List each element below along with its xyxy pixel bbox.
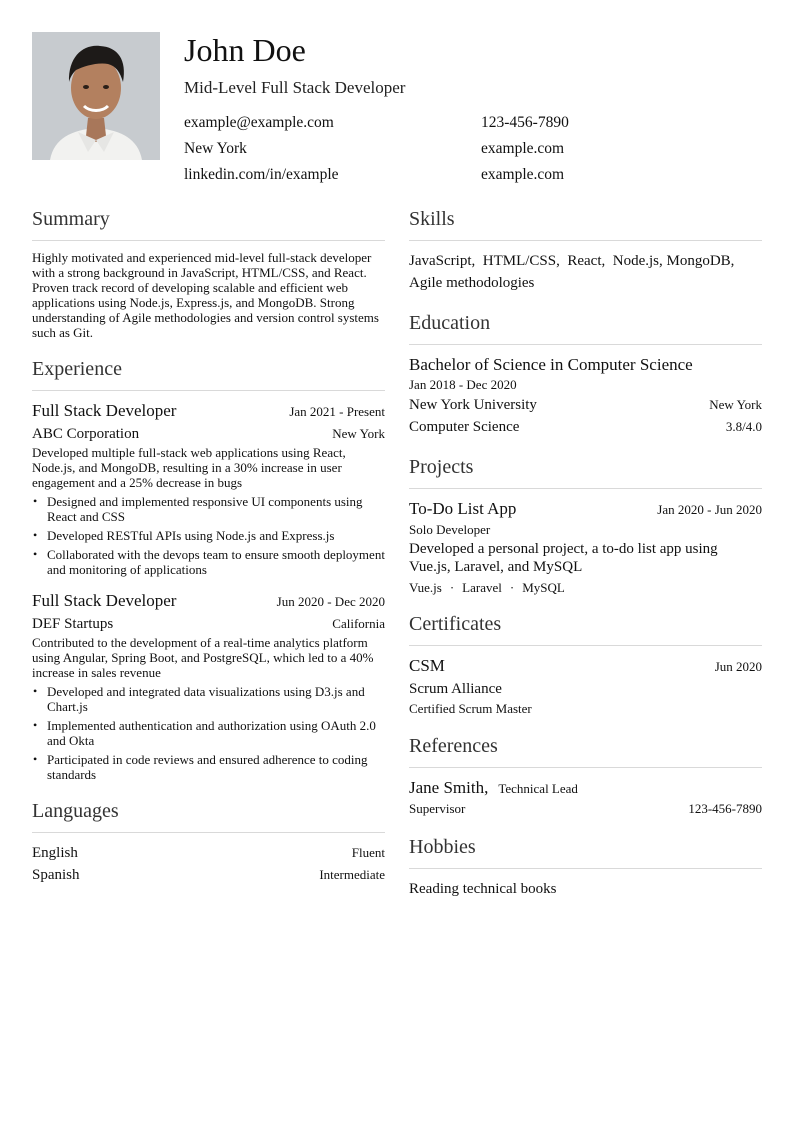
hobbies-section [409,834,762,900]
section-heading: Skills [409,208,455,230]
section-heading: Languages [32,800,119,822]
section-divider [409,767,762,768]
candidate-name: John Doe [184,32,306,68]
company-name: DEF Startups [32,616,114,632]
section-divider [409,344,762,345]
list-item: • Developed and integrated data visualizations using D3.js and Chart.js [32,684,385,714]
section-heading: Education [409,312,491,334]
skill-item: JavaScript, [409,253,476,269]
profile-photo-image [32,32,160,160]
education-section [409,310,762,438]
gpa: 3.8/4.0 [725,419,762,434]
section-divider [409,868,762,869]
skill-item: Agile methodologies [409,275,535,291]
skill-item: Node.js, [612,253,663,269]
job-title: Full Stack Developer [32,401,177,420]
section-divider [32,390,385,391]
section-heading: Certificates [409,613,502,635]
section-divider [409,645,762,646]
field-of-study: Computer Science [409,419,520,435]
project-tech-list [409,580,762,595]
education-dates: Jan 2018 - Dec 2020 [409,377,517,392]
separator-dot: · [449,580,455,595]
experience-item [32,590,385,782]
skills-list [409,250,762,294]
certificate-issuer: Scrum Alliance [409,681,502,697]
language-name: Spanish [32,867,80,883]
contact-website[interactable]: example.com [481,140,565,157]
tech-item: Laravel [462,580,502,595]
section-divider [409,240,762,241]
language-row [32,864,385,886]
right-column [409,206,762,900]
company-name: ABC Corporation [32,426,140,442]
certificates-section [409,611,762,716]
experience-item [32,400,385,577]
section-divider [409,488,762,489]
job-description: Contributed to the development of a real-time analytics platform using Angular, Spring Boot, and PostgreSQL, which led to a 40% increase in sales revenue [32,635,374,680]
contact-phone[interactable]: 123-456-7890 [481,114,569,131]
summary-section [32,206,385,340]
section-heading: Projects [409,456,474,478]
certificate-date: Jun 2020 [714,659,762,674]
contact-info [184,112,604,186]
school-location: New York [709,397,762,412]
project-role: Solo Developer [409,522,491,537]
reference-phone[interactable]: 123-456-7890 [688,801,762,816]
projects-section [409,454,762,595]
list-item: • Designed and implemented responsive UI components using React and CSS [32,494,385,524]
job-title: Full Stack Developer [32,591,177,610]
section-heading: Hobbies [409,836,476,858]
references-section [409,733,762,816]
experience-section [32,356,385,782]
profile-photo [32,32,160,160]
tech-item: Vue.js [409,580,442,595]
section-divider [32,832,385,833]
job-location: California [332,616,385,631]
project-description: Developed a personal project, a to-do list app using Vue.js, Laravel, and MySQL [409,541,718,575]
job-dates: Jan 2021 - Present [289,404,385,419]
reference-relation: Supervisor [409,801,466,816]
school-name: New York University [409,397,537,413]
left-column [32,206,385,886]
tech-item: MySQL [522,580,565,595]
language-name: English [32,845,78,861]
job-description: Developed multiple full-stack web applications using React, Node.js, and MongoDB, resulting in a 30% increase in user engagement and a 25% decrease in bugs [32,445,346,490]
reference-name: Jane Smith, [409,778,489,797]
contact-location: New York [184,140,247,157]
contact-website-2[interactable]: example.com [481,166,565,183]
list-item: • Participated in code reviews and ensured adherence to coding standards [32,752,385,782]
section-heading: Experience [32,358,122,380]
list-item: • Implemented authentication and authorization using OAuth 2.0 and Okta [32,718,385,748]
language-level: Fluent [351,845,385,860]
contact-linkedin[interactable]: linkedin.com/in/example [184,166,339,183]
skill-item: HTML/CSS, [482,253,560,269]
contact-email[interactable]: example@example.com [184,114,334,131]
skill-item: MongoDB, [666,253,735,269]
skills-section [409,206,762,294]
job-location: New York [332,426,385,441]
section-divider [32,240,385,241]
languages-section [32,798,385,886]
list-item: • Developed RESTful APIs using Node.js and Express.js [32,528,385,543]
language-level: Intermediate [319,867,385,882]
list-item: • Collaborated with the devops team to ensure smooth deployment and monitoring of applications [32,547,385,577]
project-dates: Jan 2020 - Jun 2020 [657,502,762,517]
certificate-name: CSM [409,656,445,675]
degree-title: Bachelor of Science in Computer Science [409,355,693,374]
job-dates: Jun 2020 - Dec 2020 [276,594,385,609]
summary-text: Highly motivated and experienced mid-level full-stack developer with a strong background in JavaScript, HTML/CSS, and React. Proven track record of developing scalable and efficient web applications using Node.js, Express.js, and MongoDB. Strong understanding of Agile methodologies and version control systems such as Git. [32,250,379,340]
candidate-title: Mid-Level Full Stack Developer [184,78,406,97]
project-name: To-Do List App [409,499,517,518]
skill-item: React, [567,253,606,269]
reference-title: Technical Lead [498,781,578,796]
section-heading: Summary [32,208,110,230]
section-heading: References [409,735,498,757]
job-bullets [32,494,385,577]
separator-dot: · [509,580,515,595]
job-bullets [32,684,385,782]
certificate-description: Certified Scrum Master [409,701,532,716]
language-row [32,842,385,864]
hobbies-text: Reading technical books [409,881,557,897]
